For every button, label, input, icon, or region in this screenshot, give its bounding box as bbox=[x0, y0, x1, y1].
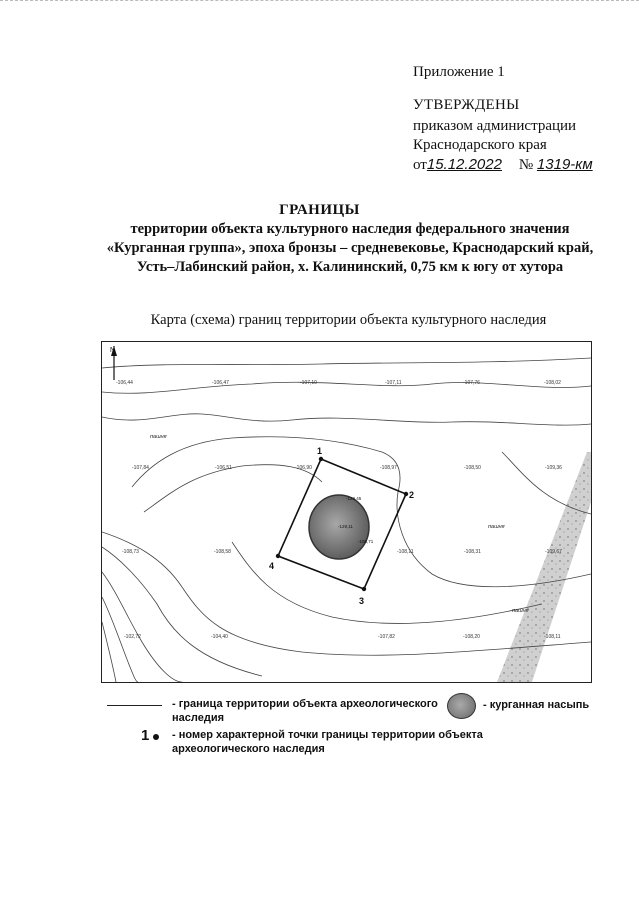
elevation-mark: -108,11 bbox=[544, 634, 561, 640]
elevation-mark: -106,47 bbox=[212, 380, 229, 386]
legend-mound-text: - курганная насыпь bbox=[483, 699, 590, 711]
elevation-mark: -109,67 bbox=[545, 549, 562, 555]
elevation-mark: -108,31 bbox=[464, 549, 481, 555]
elevation-mark: -108,97 bbox=[380, 465, 397, 471]
elevation-mark: -107,76 bbox=[463, 380, 480, 386]
boundary-point-2 bbox=[404, 492, 408, 496]
order-number-label: № bbox=[518, 157, 534, 173]
north-label: N bbox=[110, 347, 116, 354]
order-line-2: Краснодарского края bbox=[413, 137, 547, 153]
legend-boundary-text: - граница территории объекта археологического наследия bbox=[172, 698, 438, 724]
document-title: ГРАНИЦЫ bbox=[279, 202, 360, 218]
order-number: 1319-км bbox=[536, 156, 593, 173]
elevation-mark: -106,90 bbox=[295, 465, 312, 471]
elevation-mark: -107,10 bbox=[300, 380, 317, 386]
legend-point-number: 1 bbox=[141, 727, 150, 744]
order-date: 15.12.2022 bbox=[426, 156, 502, 173]
field-label: пашня bbox=[150, 434, 167, 440]
elevation-mark: -108,20 bbox=[463, 634, 480, 640]
elevation-mark: -107,84 bbox=[132, 465, 149, 471]
boundary-point-4 bbox=[276, 554, 280, 558]
elevation-mark: -107,82 bbox=[378, 634, 395, 640]
order-line-1: приказом администрации bbox=[413, 118, 577, 134]
elevation-mark: -107,11 bbox=[385, 380, 402, 386]
point-label-1: 1 bbox=[317, 446, 323, 456]
elevation-mark: -108,11 bbox=[397, 549, 414, 555]
field-label: пашня bbox=[488, 524, 505, 530]
appendix-label: Приложение 1 bbox=[413, 64, 505, 80]
point-label-2: 2 bbox=[409, 490, 415, 500]
map-caption: Карта (схема) границ территории объекта культурного наследия bbox=[150, 312, 547, 328]
map-drawing bbox=[102, 342, 591, 682]
mound-elevation: -129,11 bbox=[338, 524, 353, 529]
legend-point-dot bbox=[153, 734, 159, 740]
legend-boundary-line bbox=[107, 705, 162, 706]
elevation-mark: -108,73 bbox=[122, 549, 139, 555]
boundary-map bbox=[101, 341, 592, 683]
page-top-edge bbox=[0, 0, 639, 4]
approved-label: УТВЕРЖДЕНЫ bbox=[413, 97, 520, 113]
mound-elevation: -129,45 bbox=[346, 496, 362, 501]
elevation-mark: -109,36 bbox=[545, 465, 562, 471]
elevation-mark: -106,44 bbox=[116, 380, 133, 386]
field-label: пашня bbox=[512, 608, 529, 614]
order-line-3 bbox=[413, 156, 609, 174]
elevation-mark: -108,58 bbox=[214, 549, 231, 555]
legend-mound-symbol bbox=[447, 693, 476, 719]
elevation-mark: -108,02 bbox=[544, 380, 561, 386]
elevation-mark: -108,50 bbox=[464, 465, 481, 471]
elevation-mark: -104,40 bbox=[211, 634, 228, 640]
legend-point-text: - номер характерной точки границы территории объекта археологического наследия bbox=[172, 729, 483, 755]
elevation-mark: -106,51 bbox=[215, 465, 232, 471]
point-label-3: 3 bbox=[359, 596, 365, 606]
document-subtitle: территории объекта культурного наследия федерального значения «Курганная группа», эпоха бронзы – средневековье, Краснодарский край, Усть–Лабинский район, х. Калининский, 0,75 км к югу от хутора bbox=[106, 221, 594, 275]
road-strip bbox=[497, 452, 591, 682]
boundary-point-1 bbox=[319, 457, 323, 461]
elevation-mark: -102,72 bbox=[124, 634, 141, 640]
mound-elevation: -108,71 bbox=[358, 539, 374, 544]
point-label-4: 4 bbox=[269, 561, 275, 571]
order-from-label: от bbox=[413, 157, 427, 173]
boundary-point-3 bbox=[362, 587, 366, 591]
